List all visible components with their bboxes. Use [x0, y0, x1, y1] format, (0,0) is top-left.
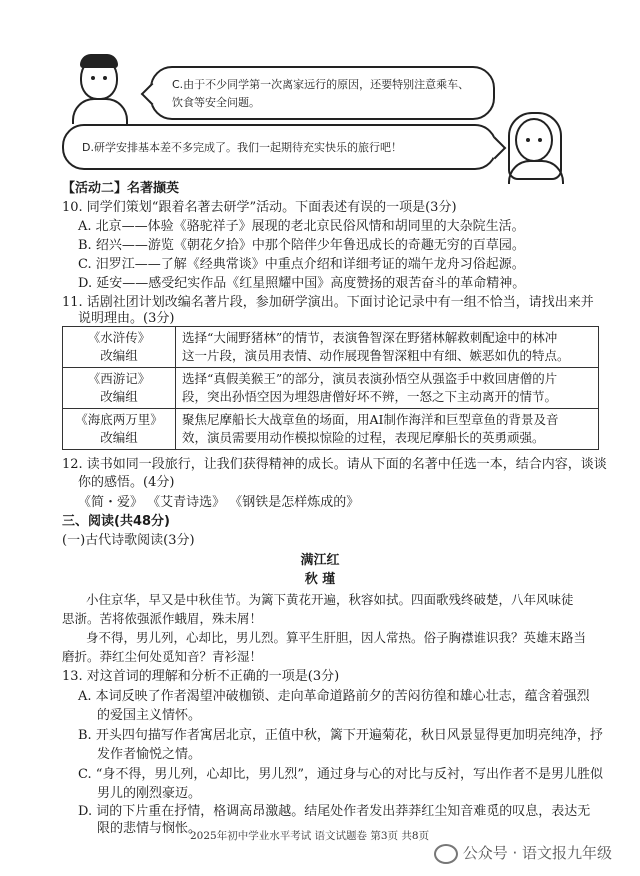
watermark [434, 842, 612, 864]
table-cell-plan: 聚焦尼摩船长大战章鱼的场面，用AI制作海洋和巨型章鱼的背景及音 效，演员需要用动作模拟惊险的过程，表现尼摩船长的英勇顽强。 [176, 409, 599, 450]
wechat-icon [434, 844, 458, 864]
q13-stem: 13. 对这首词的理解和分析不正确的一项是(3分) [62, 669, 340, 684]
boy-avatar [80, 56, 118, 100]
q13-option-b: B. 开头四句描写作者寓居北京，正值中秋，篱下开遍菊花，秋日风景显得更加明亮纯净，抒 [78, 728, 603, 743]
watermark-text: 公众号 · 语文报九年级 [462, 844, 612, 862]
q12-line2: 你的感悟。(4分) [78, 475, 175, 490]
dialog-c-text: C.由于不少同学第一次离家远行的原因，还要特别注意乘车、饮食等安全问题。 [172, 78, 470, 109]
dialog-d-text: D.研学安排基本差不多完成了。我们一起期待充实快乐的旅行吧！ [82, 141, 402, 154]
table-row [63, 409, 599, 450]
q10-option-d: D. 延安——感受纪实作品《红星照耀中国》高度赞扬的艰苦奋斗的革命精神。 [78, 276, 526, 291]
table-cell-group: 《西游记》 改编组 [63, 368, 176, 409]
speech-bubble-c [150, 66, 495, 120]
q13-option-d: D. 词的下片重在抒情，格调高昂激越。结尾处作者发出莽莽红尘知音难觅的叹息，表达无 [78, 804, 591, 819]
table-row [63, 327, 599, 368]
activity2-heading: 【活动二】名著撷英 [62, 181, 180, 196]
poem-title: 满江红 [300, 553, 340, 568]
q11-table [62, 326, 599, 450]
page-footer: 2025年初中学业水平考试 语文试题卷 第3页 共8页 [190, 830, 430, 842]
q10-option-b: B. 绍兴——游览《朝花夕拾》中那个陪伴少年鲁迅成长的奇趣无穷的百草园。 [78, 238, 525, 253]
q11-stem-line2: 说明理由。(3分) [78, 311, 175, 326]
boy-shoulders [72, 98, 128, 124]
q13-option-c: C. “身不得，男儿列，心却比，男儿烈”，通过身与心的对比与反衬，写出作者不是男儿胜似 [78, 767, 604, 782]
q10-option-a: A. 北京——体验《骆驼祥子》展现的老北京民俗风情和胡同里的大杂院生活。 [78, 219, 525, 234]
reading-sub-heading: (一)古代诗歌阅读(3分) [62, 533, 195, 548]
speech-bubble-d [62, 124, 497, 170]
q13-option-b-cont: 发作者愉悦之情。 [97, 747, 202, 762]
poem-line: 小住京华，早又是中秋佳节。为篱下黄花开遍，秋容如拭。四面歌残终破楚，八年风味徒 [86, 592, 574, 607]
q13-option-c-cont: 男儿的刚烈豪迈。 [97, 786, 202, 801]
poem-line: 身不得，男儿列，心却比，男儿烈。算平生肝胆，因人常热。俗子胸襟谁识我？英雄末路当 [86, 630, 587, 645]
q12-books: 《简・爱》 《艾青诗选》 《钢铁是怎样炼成的》 [78, 495, 360, 510]
q13-option-a: A. 本词反映了作者渴望冲破枷锁、走向革命道路前夕的苦闷彷徨和雄心壮志，蕴含着强烈 [78, 689, 590, 704]
poem-line: 思浙。苦将侬强派作蛾眉，殊未屑！ [62, 611, 263, 626]
table-cell-group: 《水浒传》 改编组 [63, 327, 176, 368]
table-row [63, 368, 599, 409]
q13-option-a-cont: 的爱国主义情怀。 [97, 708, 202, 723]
girl-avatar [515, 118, 553, 162]
poem-line: 磨折。莽红尘何处觅知音？青衫湿！ [62, 649, 263, 664]
q12-line1: 12. 读书如同一段旅行，让我们获得精神的成长。请从下面的名著中任选一本，结合内容，谈谈 [62, 457, 607, 472]
q13-option-d-cont: 限的悲情与悯怅。 [97, 821, 202, 836]
reading-heading: 三、阅读(共48分) [62, 514, 170, 529]
poem-author: 秋 瑾 [304, 572, 336, 587]
table-cell-plan: 选择“大闹野猪林”的情节，表演鲁智深在野猪林解救刺配途中的林冲 这一片段，演员用表情、动作展现鲁智深粗中有细、嫉恶如仇的特点。 [176, 327, 599, 368]
table-cell-group: 《海底两万里》 改编组 [63, 409, 176, 450]
q11-stem-line1: 11. 话剧社团计划改编名著片段，参加研学演出。下面讨论记录中有一组不恰当，请找出来并 [62, 295, 594, 310]
q10-stem: 10. 同学们策划“跟着名著去研学”活动。下面表述有误的一项是(3分) [62, 200, 457, 215]
q10-option-c: C. 汨罗江——了解《经典常谈》中重点介绍和详细考证的端午龙舟习俗起源。 [78, 257, 525, 272]
table-cell-plan: 选择“真假美猴王”的部分，演员表演孙悟空从强盗手中救回唐僧的片 段，突出孙悟空因为埋怨唐僧好坏不辨，一怒之下主动离开的情节。 [176, 368, 599, 409]
